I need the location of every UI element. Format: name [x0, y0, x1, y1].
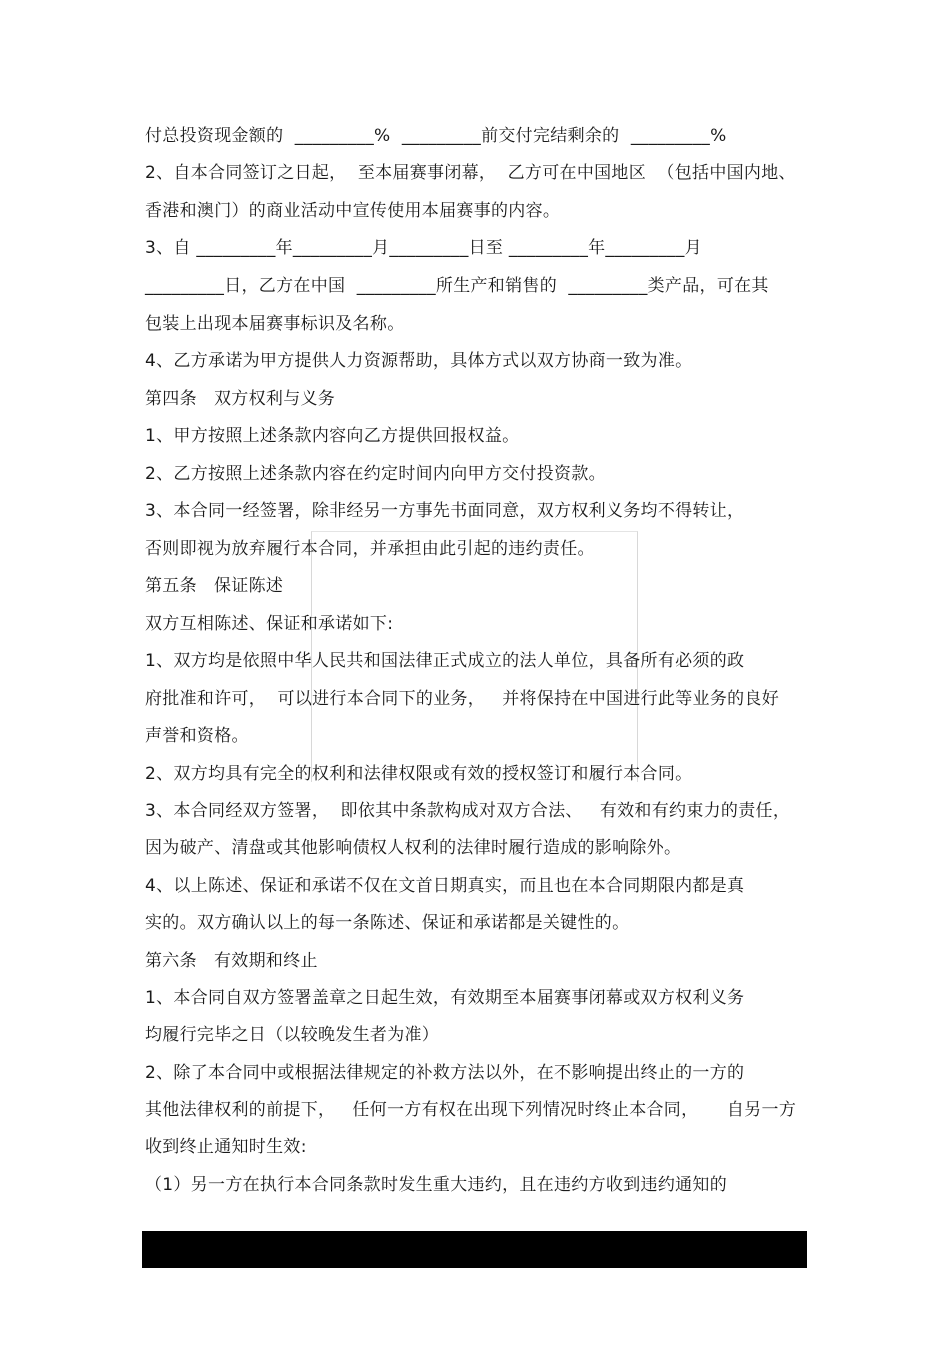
text-line-17: 声誉和资格。 [145, 726, 249, 746]
text-line-10: 2、乙方按照上述条款内容在约定时间内向甲方交付投资款。 [145, 464, 606, 484]
text-line-20: 因为破产、清盘或其他影响债权人权利的法律时履行造成的影响除外。 [145, 838, 682, 858]
section-heading-5: 第五条 保证陈述 [145, 576, 284, 596]
text-line-2: 2、自本合同签订之日起， 至本届赛事闭幕， 乙方可在中国地区 （包括中国内地、 [145, 163, 796, 183]
text-line-1: 付总投资现金额的 _________% _________前交付完结剩余的 _________% [145, 126, 727, 146]
text-line-4: 3、自 _________年_________月_________日至 _________年_________月 [145, 238, 702, 258]
section-heading-4: 第四条 双方权利与义务 [145, 389, 336, 409]
text-line-7: 4、乙方承诺为甲方提供人力资源帮助，具体方式以双方协商一致为准。 [145, 351, 693, 371]
text-line-27: 其他法律权利的前提下， 任何一方有权在出现下列情况时终止本合同， 自另一方 [145, 1100, 797, 1120]
footer-black-bar [142, 1231, 807, 1268]
text-line-14: 双方互相陈述、保证和承诺如下: [145, 614, 394, 634]
text-line-19: 3、本合同经双方签署， 即依其中条款构成对双方合法、 有效和有约束力的责任， [145, 801, 791, 821]
text-line-15: 1、双方均是依照中华人民共和国法律正式成立的法人单位，具备所有必须的政 [145, 651, 745, 671]
text-line-25: 均履行完毕之日（以较晚发生者为准） [145, 1025, 440, 1045]
text-line-22: 实的。双方确认以上的每一条陈述、保证和承诺都是关键性的。 [145, 913, 630, 933]
text-line-28: 收到终止通知时生效: [145, 1137, 307, 1157]
text-line-21: 4、以上陈述、保证和承诺不仅在文首日期真实，而且也在本合同期限内都是真 [145, 876, 745, 896]
text-line-29: （1）另一方在执行本合同条款时发生重大违约，且在违约方收到违约通知的 [145, 1175, 728, 1195]
text-line-6: 包装上出现本届赛事标识及名称。 [145, 314, 405, 334]
section-heading-6: 第六条 有效期和终止 [145, 951, 318, 971]
text-line-12: 否则即视为放弃履行本合同，并承担由此引起的违约责任。 [145, 539, 595, 559]
text-line-24: 1、本合同自双方签署盖章之日起生效，有效期至本届赛事闭幕或双方权利义务 [145, 988, 745, 1008]
text-line-26: 2、除了本合同中或根据法律规定的补救方法以外，在不影响提出终止的一方的 [145, 1063, 745, 1083]
text-line-3: 香港和澳门）的商业活动中宣传使用本届赛事的内容。 [145, 201, 561, 221]
text-line-18: 2、双方均具有完全的权利和法律权限或有效的授权签订和履行本合同。 [145, 764, 693, 784]
text-line-9: 1、甲方按照上述条款内容向乙方提供回报权益。 [145, 426, 520, 446]
text-line-16: 府批准和许可， 可以进行本合同下的业务， 并将保持在中国进行此等业务的良好 [145, 689, 780, 709]
text-line-11: 3、本合同一经签署，除非经另一方事先书面同意，双方权利义务均不得转让， [145, 501, 745, 521]
text-line-5: _________日，乙方在中国 _________所生产和销售的 _________类产品，可在其 [145, 276, 769, 296]
